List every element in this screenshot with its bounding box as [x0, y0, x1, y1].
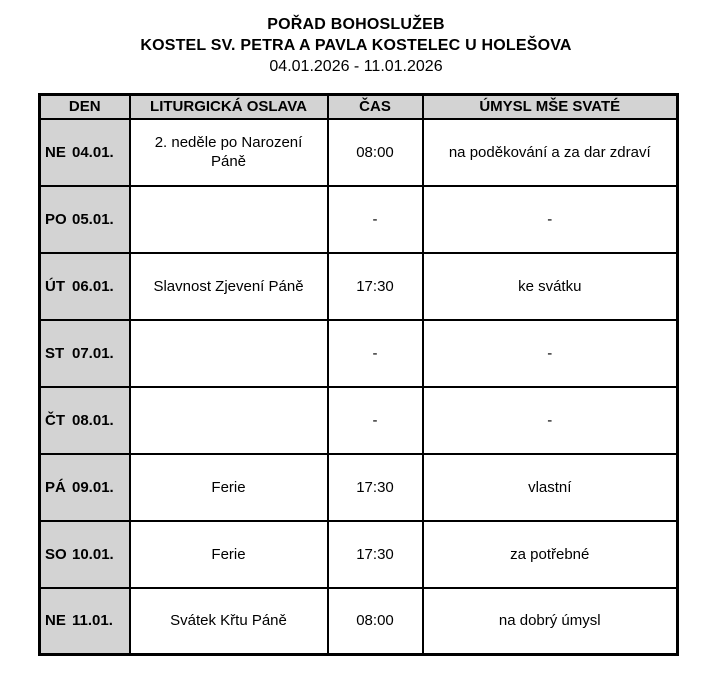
day-abbreviation: ČT [45, 411, 65, 429]
celebration-cell [130, 387, 328, 454]
day-abbreviation: ÚT [45, 277, 65, 295]
day-cell [40, 454, 130, 521]
page-title: POŘAD BOHOSLUŽEB [267, 16, 445, 33]
day-cell [40, 320, 130, 387]
table-row [40, 521, 678, 588]
intention-cell: vlastní [423, 454, 678, 521]
intention-cell: ke svátku [423, 253, 678, 320]
day-date: 06.01. [72, 277, 114, 295]
intention-cell: - [423, 387, 678, 454]
day-cell [40, 186, 130, 253]
time-cell: 17:30 [328, 521, 423, 588]
day-cell [40, 253, 130, 320]
intention-cell: na dobrý úmysl [423, 588, 678, 655]
time-cell: 08:00 [328, 588, 423, 655]
day-abbreviation: PO [45, 210, 67, 228]
time-cell: 08:00 [328, 119, 423, 186]
column-header-umysl-mse-svate: ÚMYSL MŠE SVATÉ [423, 95, 678, 119]
day-date: 10.01. [72, 545, 114, 563]
celebration-cell: Slavnost Zjevení Páně [130, 253, 328, 320]
celebration-cell [130, 186, 328, 253]
day-date: 09.01. [72, 478, 114, 496]
celebration-cell [130, 320, 328, 387]
day-cell [40, 521, 130, 588]
table-row [40, 320, 678, 387]
day-abbreviation: SO [45, 545, 67, 563]
day-abbreviation: NE [45, 143, 66, 161]
celebration-cell: 2. neděle po Narození Páně [130, 119, 328, 186]
table-row [40, 119, 678, 186]
intention-cell: - [423, 320, 678, 387]
schedule-body [40, 119, 678, 655]
schedule-table [38, 93, 679, 656]
church-name: KOSTEL SV. PETRA A PAVLA KOSTELEC U HOLEŠOVA [140, 37, 572, 54]
date-range: 04.01.2026 - 11.01.2026 [269, 58, 443, 75]
day-date: 04.01. [72, 143, 114, 161]
day-abbreviation: PÁ [45, 478, 66, 496]
intention-cell: za potřebné [423, 521, 678, 588]
day-cell [40, 119, 130, 186]
intention-cell: - [423, 186, 678, 253]
time-cell: - [328, 387, 423, 454]
day-abbreviation: ST [45, 344, 65, 362]
day-date: 08.01. [72, 411, 114, 429]
day-cell [40, 387, 130, 454]
day-date: 11.01. [72, 612, 113, 630]
day-cell [40, 588, 130, 655]
column-header-den: DEN [40, 95, 130, 119]
time-cell: - [328, 186, 423, 253]
table-row [40, 186, 678, 253]
table-row [40, 588, 678, 655]
column-header-cas: ČAS [328, 95, 423, 119]
celebration-cell: Svátek Křtu Páně [130, 588, 328, 655]
table-header-row [40, 95, 678, 119]
day-date: 07.01. [72, 344, 114, 362]
time-cell: 17:30 [328, 253, 423, 320]
day-date: 05.01. [72, 210, 114, 228]
intention-cell: na poděkování a za dar zdraví [423, 119, 678, 186]
celebration-cell: Ferie [130, 454, 328, 521]
column-header-liturgicka-oslava: LITURGICKÁ OSLAVA [130, 95, 328, 119]
time-cell: - [328, 320, 423, 387]
table-row [40, 253, 678, 320]
time-cell: 17:30 [328, 454, 423, 521]
day-abbreviation: NE [45, 612, 66, 630]
title-block [0, 0, 712, 77]
table-row [40, 454, 678, 521]
table-row [40, 387, 678, 454]
celebration-cell: Ferie [130, 521, 328, 588]
